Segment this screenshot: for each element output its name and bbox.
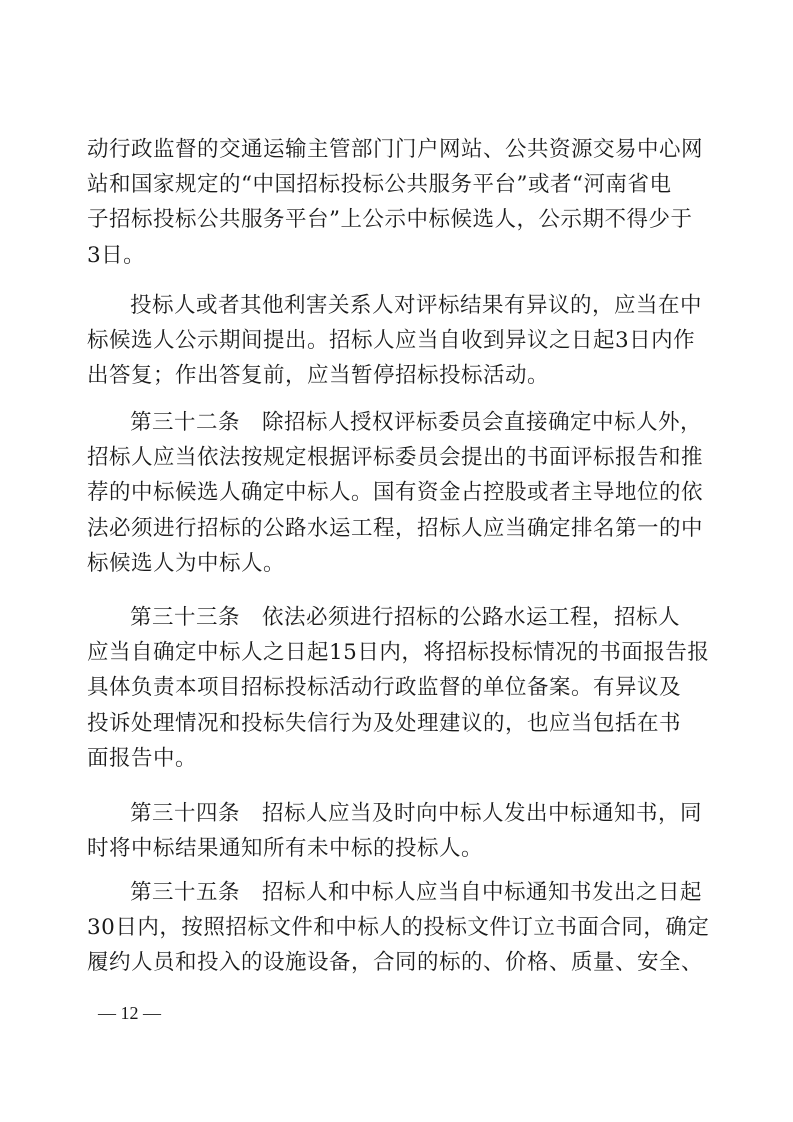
text-line: 动行政监督的交通运输主管部门门户网站、公共资源交易中心网 (87, 137, 704, 162)
article-34 (87, 796, 707, 866)
text-line: 时将中标结果通知所有未中标的投标人。 (87, 836, 484, 862)
text-line: 出答复；作出答复前，应当暂停招标投标活动。 (87, 363, 550, 389)
text-line: 标候选人公示期间提出。招标人应当自收到异议之日起3日内作 (87, 328, 696, 354)
text-line: 招标人应当依法按规定根据评标委员会提出的书面评标报告和推 (87, 445, 704, 471)
text-line: 应当自确定中标人之日起15日内，将招标投标情况的书面报告报 (87, 640, 710, 666)
text-line: 具体负责本项目招标投标活动行政监督的单位备案。有异议及 (87, 675, 682, 701)
text-line: 30日内，按照招标文件和中标人的投标文件订立书面合同，确定 (87, 915, 710, 941)
text-line: 站和国家规定的“中国招标投标公共服务平台”或者“河南省电 (87, 172, 672, 198)
text-line: 法必须进行招标的公路水运工程，招标人应当确定排名第一的中 (87, 515, 704, 541)
article-33 (87, 600, 710, 776)
article-32 (87, 405, 707, 581)
text-line: 3日。 (87, 242, 146, 268)
text-line: 投标人或者其他利害关系人对评标结果有异议的，应当在中 (130, 293, 703, 318)
paragraph (87, 288, 707, 394)
text-line: 第三十四条 招标人应当及时向中标人发出中标通知书，同 (130, 801, 703, 826)
paragraph (87, 132, 707, 273)
page-number: — 12 — (98, 1003, 161, 1023)
text-line: 第三十三条 依法必须进行招标的公路水运工程，招标人 (130, 605, 681, 630)
text-line: 第三十五条 招标人和中标人应当自中标通知书发出之日起 (130, 880, 703, 905)
text-line: 子招标投标公共服务平台”上公示中标候选人，公示期不得少于 (87, 207, 693, 233)
article-35 (87, 875, 710, 981)
text-line: 第三十二条 除招标人授权评标委员会直接确定中标人外， (130, 410, 703, 435)
text-line: 履约人员和投入的设施设备，合同的标的、价格、质量、安全、 (87, 950, 704, 976)
text-line: 投诉处理情况和投标失信行为及处理建议的，也应当包括在书 (87, 710, 682, 736)
text-line: 标候选人为中标人。 (87, 550, 286, 576)
text-line: 荐的中标候选人确定中标人。国有资金占控股或者主导地位的依 (87, 480, 704, 506)
text-line: 面报告中。 (87, 745, 198, 771)
